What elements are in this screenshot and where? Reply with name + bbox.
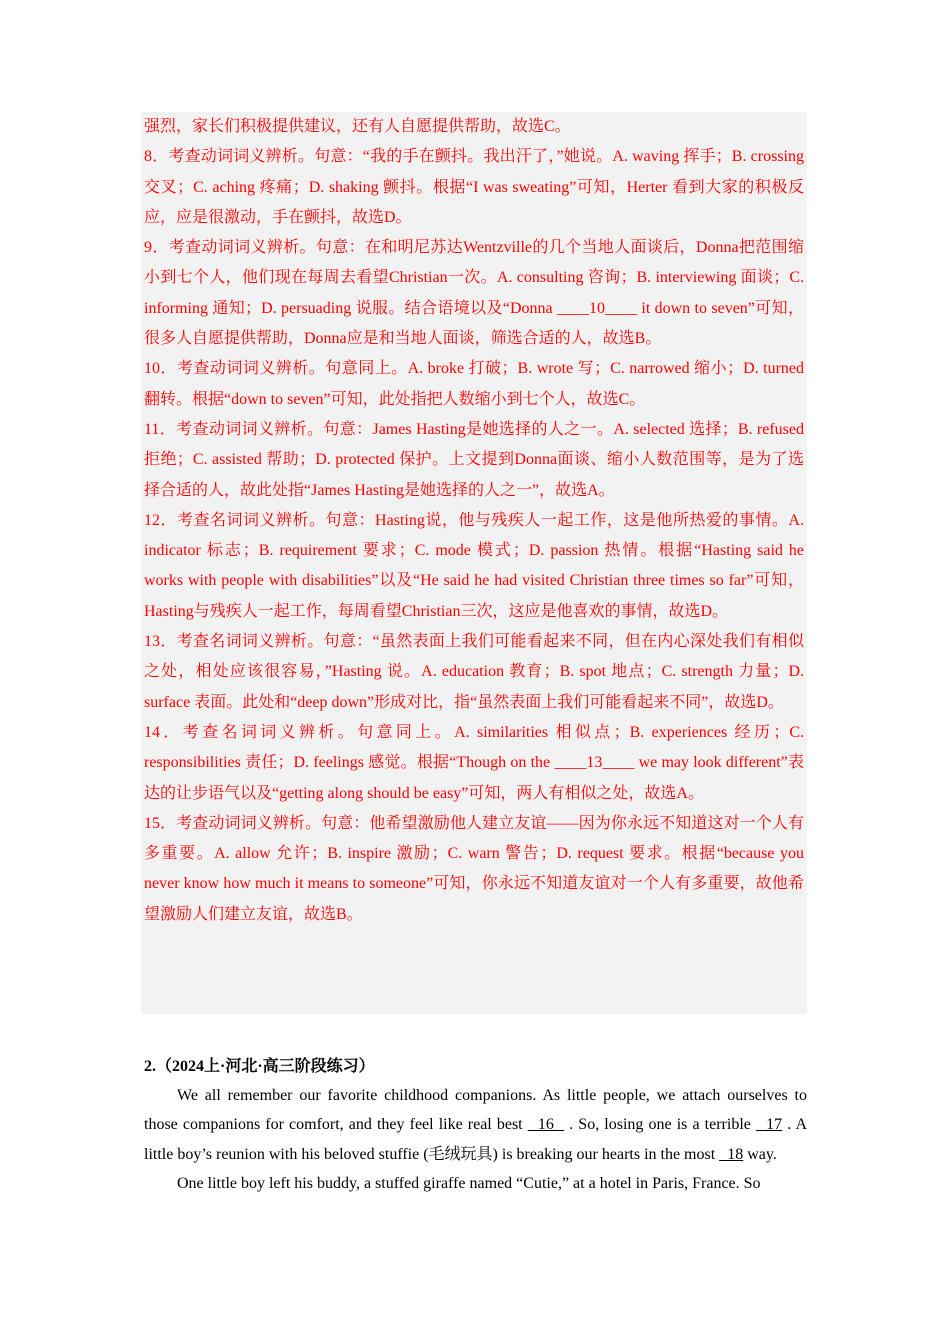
question-header: 2.（2024上·河北·高三阶段练习）: [144, 1058, 375, 1075]
answer-paragraph-15: 15．考查动词词义辨析。句意：他希望激励他人建立友谊——因为你永远不知道这对一个人有多重要。A. allow 允许；B. inspire 激励；C. warn 警告；D. request 要求。根据“because you never know how much it means to someone”可知，你永远不知道友谊对一个人有多重要，故他希望激励人们建立友谊，故选B。: [144, 814, 804, 923]
blank-18: 18: [719, 1145, 744, 1163]
answer-paragraph-9: 9．考查动词词义辨析。句意：在和明尼苏达Wentzville的几个当地人面谈后，Donna把范围缩小到七个人，他们现在每周去看望Christian一次。A. consulting 咨询；B. interviewing 面谈；C. informing 通知；D. persuading 说服。结合语境以及“Donna ____10____ it down to seven”可知，很多人自愿提供帮助，Donna应是和当地人面谈，筛选合适的人，故选B。: [144, 239, 804, 348]
answer-paragraph-14: 14．考查名词词义辨析。句意同上。A. similarities 相似点；B. experiences 经历；C. responsibilities 责任；D. feelings 感觉。根据“Though on the ____13____ we may look different”表达的让步语气以及“getting along should be easy”可知，两人有相似之处，故选A。: [144, 723, 804, 802]
passage-text: . A little boy’s reunion with his beloved stuffie (毛绒玩具) is breaking our hearts in the most: [144, 1116, 808, 1163]
answer-explanations: [141, 112, 807, 1014]
answer-paragraph-8: 8．考查动词词义辨析。句意：“我的手在颤抖。我出汗了，”她说。A. waving 挥手；B. crossing 交叉；C. aching 疼痛；D. shaking 颤抖。根据“I was sweating”可知，Herter 看到大家的积极反应，应是很激动，手在颤抖，故选D。: [144, 148, 804, 226]
passage-text: way.: [743, 1145, 777, 1163]
answer-paragraph-10: 10．考查动词词义辨析。句意同上。A. broke 打破；B. wrote 写；C. narrowed 缩小；D. turned 翻转。根据“down to seven”可知，此处指把人数缩小到七个人，故选C。: [144, 360, 804, 408]
blank-17: 17: [755, 1116, 783, 1134]
answer-paragraph-13: 13．考查名词词义辨析。句意：“虽然表面上我们可能看起来不同，但在内心深处我们有相似之处，相处应该很容易，”Hasting 说。A. education 教育；B. spot 地点；C. strength 力量；D. surface 表面。此处和“deep down”形成对比，指“虽然表面上我们可能看起来不同”，故选D。: [144, 633, 804, 711]
answer-paragraph-11: 11．考查动词词义辨析。句意：James Hasting是她选择的人之一。A. selected 选择；B. refused 拒绝；C. assisted 帮助；D. protected 保护。上文提到Donna面谈、缩小人数范围等，是为了选择合适的人，故此处指“James Hasting是她选择的人之一”，故选A。: [144, 420, 804, 499]
passage-text: . So, losing one is a terrible: [564, 1116, 756, 1134]
passage-text: We all remember our favorite childhood companions. As little people, we attach ourselves to those companions for comfort, and they feel like real best: [144, 1087, 807, 1134]
answer-paragraph-7-end: 强烈，家长们积极提供建议，还有人自愿提供帮助，故选C。: [144, 118, 571, 135]
question-2: [144, 1052, 807, 1198]
passage-paragraph-1: [144, 1081, 807, 1169]
passage-paragraph-2: One little boy left his buddy, a stuffed giraffe named “Cutie,” at a hotel in Paris, France. So: [177, 1174, 761, 1192]
answer-paragraph-12: 12．考查名词词义辨析。句意：Hasting说，他与残疾人一起工作，这是他所热爱的事情。A. indicator 标志；B. requirement 要求；C. mode 模式；D. passion 热情。根据“Hasting said he works with people with disabilities”以及“He said he had visited Christian three times so far”可知，Hasting与残疾人一起工作，每周看望Christian三次，这应是他喜欢的事情，故选D。: [144, 511, 804, 620]
blank-16: 16: [527, 1116, 565, 1134]
